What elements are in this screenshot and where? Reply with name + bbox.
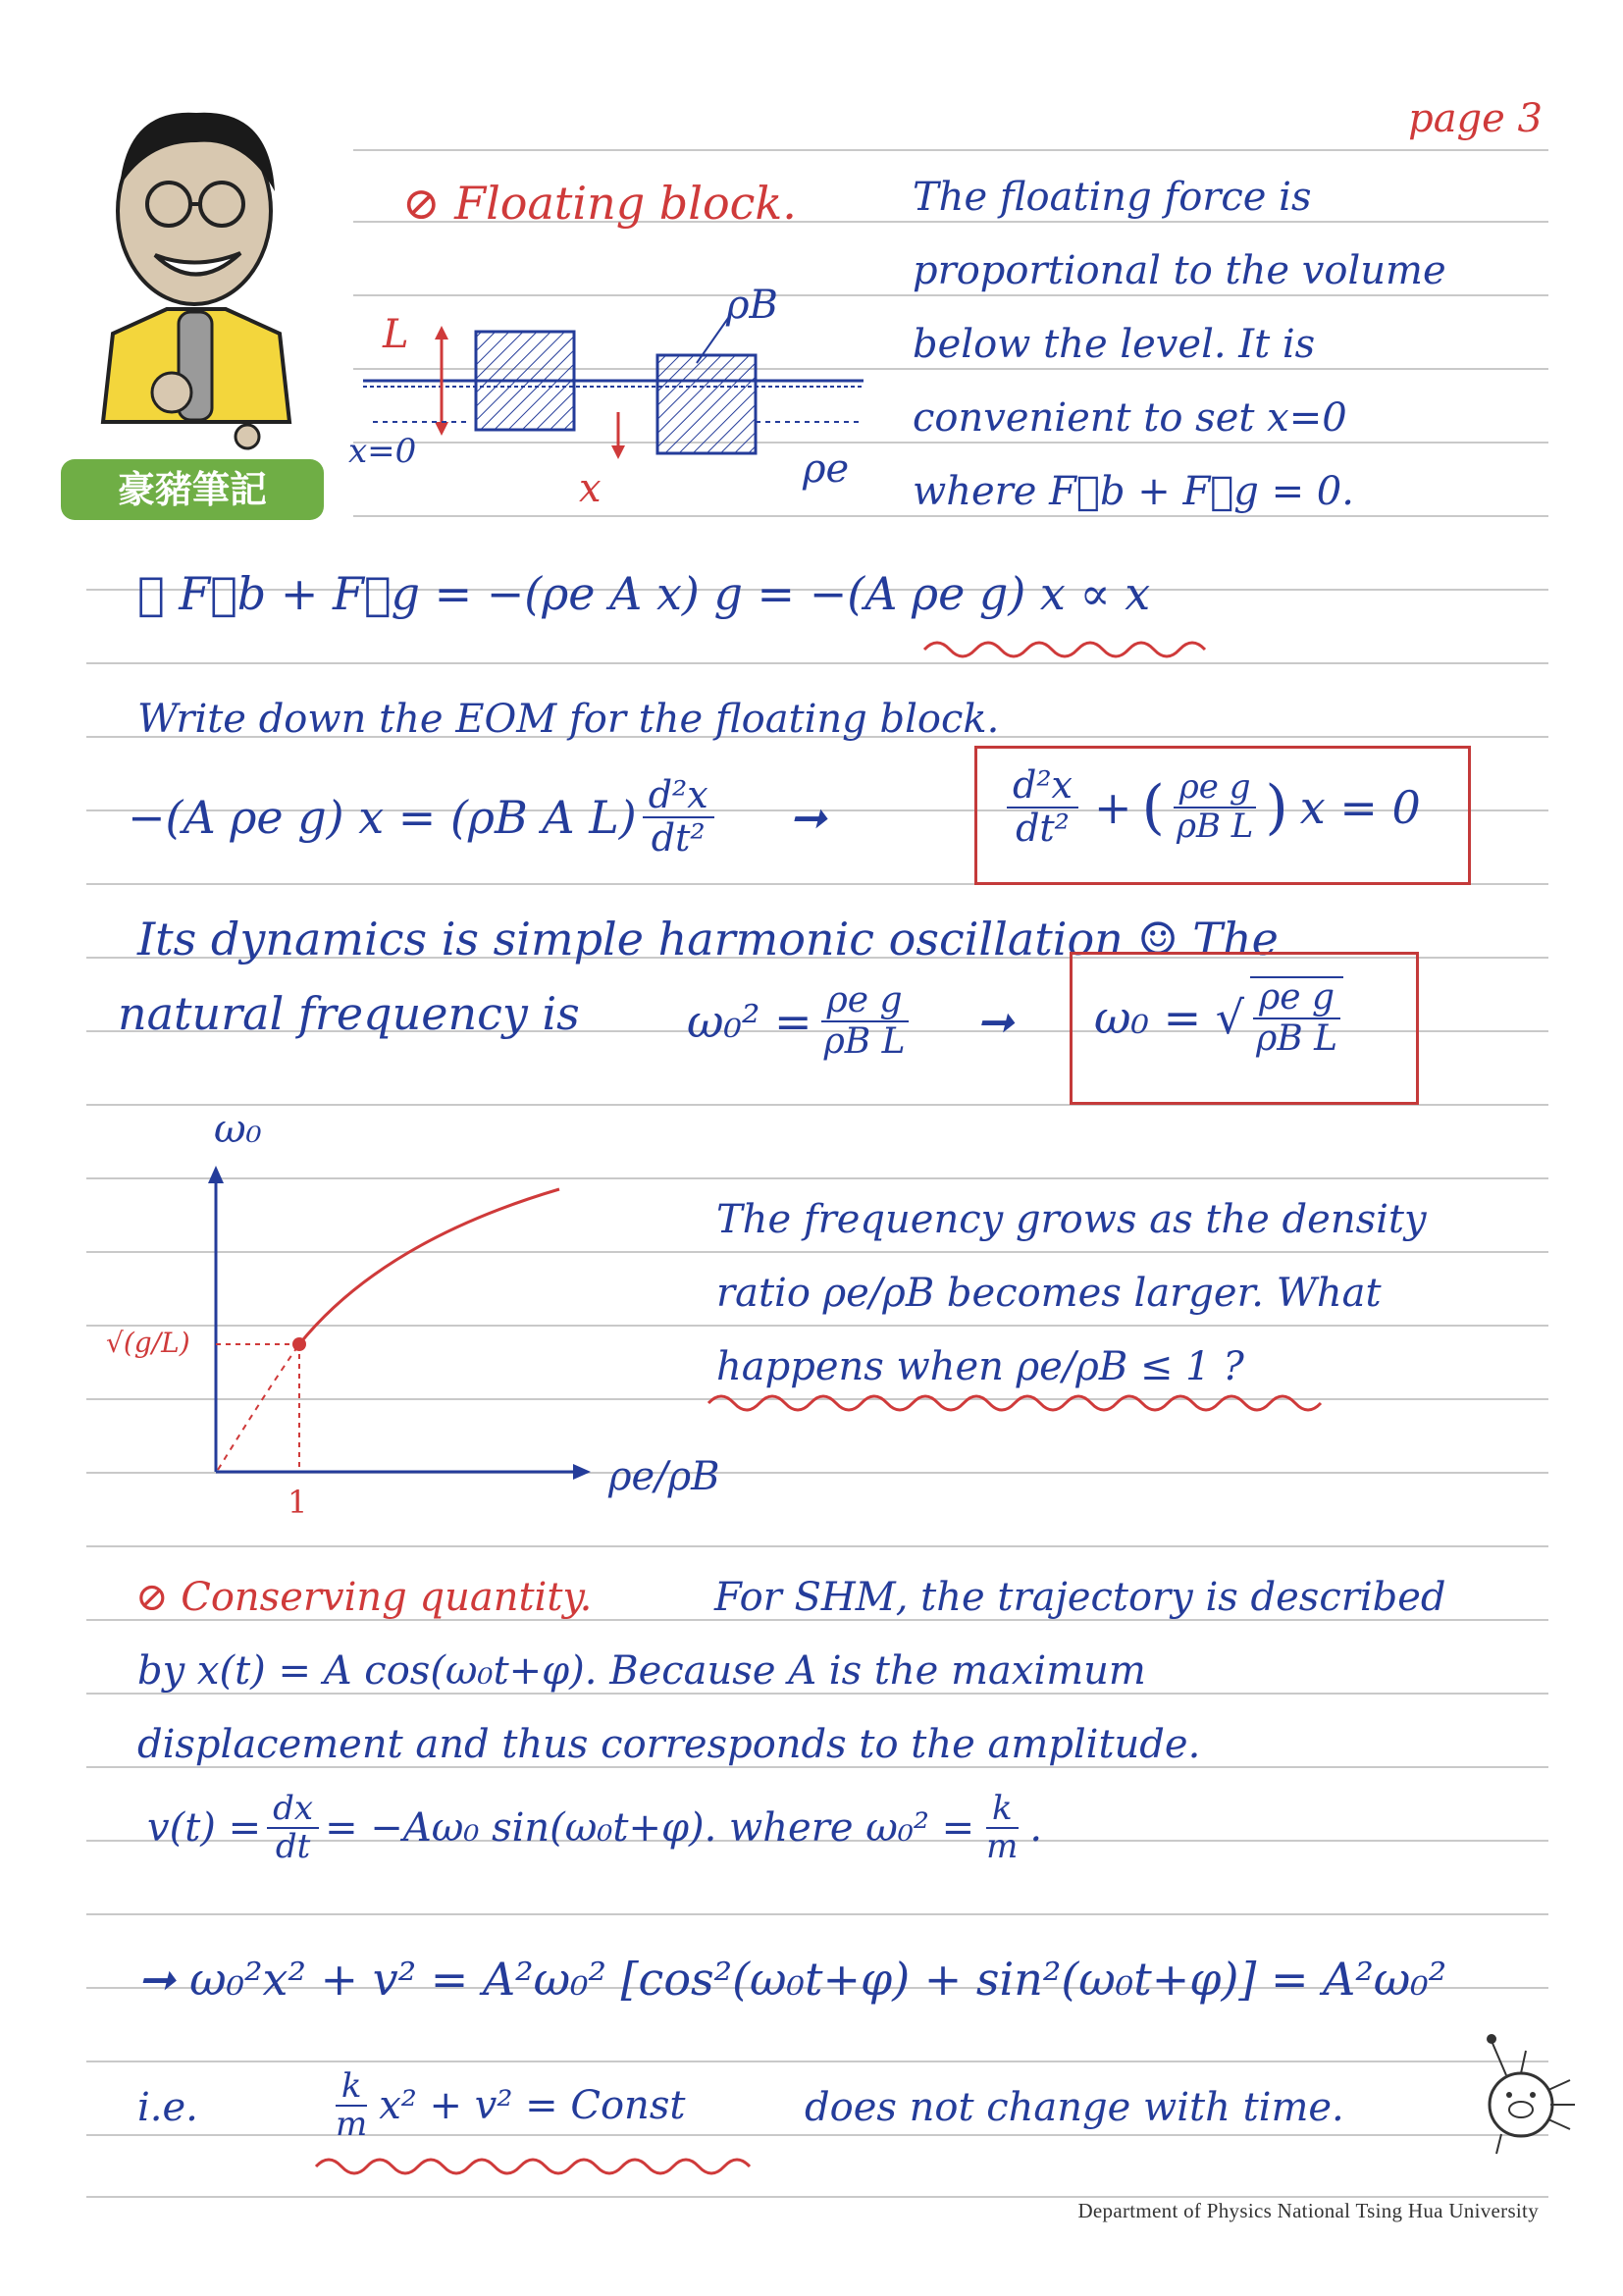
fraction-numerator: dx — [267, 1791, 319, 1829]
omega-squared-lhs: ω₀² = — [687, 994, 812, 1048]
eom-equation — [128, 775, 826, 860]
graph-note-line: ratio ρe/ρB becomes larger. What — [716, 1271, 1382, 1316]
critical-point — [292, 1337, 306, 1351]
frequency-curve-dashed — [218, 1344, 299, 1470]
fraction-denominator: dt² — [651, 815, 706, 860]
graph-note-line: happens when ρe/ρB ≤ 1 ? — [716, 1344, 1244, 1389]
omega-fraction — [818, 981, 912, 1061]
omega-squared-equation — [687, 981, 1014, 1061]
energy-equation: ➞ ω₀²x² + v² = A²ω₀² [cos²(ω₀t+φ) + sin²(ω₀t+φ)] = A²ω₀² — [137, 1953, 1447, 2006]
ruled-line — [353, 149, 1548, 151]
floating-block-diagram — [353, 265, 883, 549]
label-x0: x=0 — [348, 432, 417, 471]
label-x: x — [579, 466, 602, 511]
label-rho-e: ρe — [803, 446, 850, 492]
label-rho-B: ρB — [726, 283, 778, 328]
fraction-numerator: k — [336, 2068, 368, 2107]
pig-doodle-icon — [1462, 2031, 1580, 2159]
fraction-numerator: d²x — [1007, 765, 1078, 809]
graph-x-mark: 1 — [288, 1484, 308, 1521]
eom-box-plus: + — [1094, 780, 1132, 834]
description-line: below the level. It is — [913, 322, 1316, 367]
eom-box-tail: x = 0 — [1299, 780, 1421, 834]
ruled-line — [86, 2134, 1548, 2136]
description-line: convenient to set x=0 — [913, 395, 1347, 441]
natural-frequency-label: natural frequency is — [118, 987, 580, 1040]
k-over-m-fraction — [980, 1791, 1023, 1866]
graph-y-label: ω₀ — [214, 1107, 262, 1152]
ruled-line — [86, 662, 1548, 664]
ruled-line — [86, 1545, 1548, 1547]
page-number: page 3 — [1408, 96, 1543, 141]
omega-result — [1094, 976, 1349, 1058]
red-underline-squiggle — [314, 2155, 775, 2178]
fraction-numerator: d²x — [643, 775, 714, 818]
red-underline-squiggle — [707, 1391, 1344, 1415]
description-line: where F⃗b + F⃗g = 0. — [913, 469, 1354, 514]
fraction-denominator: ρB L — [823, 1020, 906, 1062]
ruled-line — [86, 2196, 1548, 2198]
frequency-curve — [299, 1189, 559, 1344]
eom-left: −(A ρe g) x = (ρB A L) — [128, 790, 637, 844]
section2-line2: by x(t) = A cos(ω₀t+φ). Because A is the maximum — [137, 1648, 1146, 1694]
eom-result: $\frac{\text{d²x}}{\text{dt²}}$ + ( $\frac{\text{ρe g}}{\text{ρB L}}$ ) x = 0 — [1001, 765, 1421, 850]
block-displaced — [657, 355, 756, 453]
graph-y-mark: √(g/L) — [106, 1327, 190, 1359]
k-over-m-fraction — [330, 2068, 373, 2144]
graph-note-line: The frequency grows as the density — [716, 1197, 1427, 1242]
velocity-fraction — [267, 1791, 319, 1866]
section2-line1: For SHM, the trajectory is described — [714, 1575, 1446, 1620]
eom-box-coefficient — [1171, 769, 1259, 845]
fraction-numerator: ρe g — [1174, 769, 1257, 808]
ie-label: i.e. — [137, 2085, 198, 2130]
section1-title: ⊘ Floating block. — [402, 177, 797, 230]
fraction-denominator: dt² — [1016, 806, 1070, 850]
ruled-line — [86, 1913, 1548, 1915]
red-underline-squiggle — [922, 638, 1207, 661]
fraction-denominator: m — [986, 1827, 1019, 1867]
eom-arrow: ➞ — [788, 790, 827, 844]
label-L: L — [383, 312, 409, 357]
section2-line3: displacement and thus corresponds to the amplitude. — [137, 1722, 1201, 1767]
fraction-numerator: k — [986, 1791, 1019, 1829]
block-at-rest — [476, 332, 574, 430]
constant-equation — [324, 2068, 685, 2144]
fraction-denominator: ρB L — [1176, 806, 1254, 846]
velocity-lhs: v(t) = — [147, 1805, 262, 1852]
omega-box-fraction — [1250, 976, 1343, 1058]
dynamics-line: Its dynamics is simple harmonic oscillation ☺ The — [137, 913, 1279, 965]
omega-arrow: ➞ — [975, 994, 1015, 1048]
logo-badge: 豪豬筆記 — [61, 459, 324, 520]
force-equation: ➞ F⃗b + F⃗g = −(ρe A x) g = −(A ρe g) x ∝ x — [137, 567, 1151, 620]
eom-left-fraction — [643, 775, 714, 860]
section2-title: ⊘ Conserving quantity. — [135, 1575, 593, 1620]
frequency-graph — [147, 1148, 608, 1521]
fraction-denominator: ρB L — [1256, 1018, 1338, 1059]
graph-x-label: ρe/ρB — [608, 1454, 720, 1499]
velocity-rhs: = −Aω₀ sin(ω₀t+φ). where ω₀² = — [325, 1805, 975, 1852]
constant-note: does not change with time. — [805, 2085, 1344, 2130]
description-line: proportional to the volume — [913, 248, 1446, 293]
omega-box-lhs: ω₀ = √ — [1094, 990, 1245, 1044]
caricature-logo-icon — [59, 98, 334, 471]
velocity-equation — [147, 1791, 1042, 1866]
fraction-numerator: ρe g — [1253, 978, 1340, 1019]
velocity-end: . — [1029, 1805, 1043, 1852]
eom-box-fraction — [1007, 765, 1078, 850]
fraction-denominator: dt — [275, 1827, 311, 1867]
footer: Department of Physics National Tsing Hua University — [1077, 2199, 1539, 2222]
description-line: The floating force is — [913, 175, 1312, 220]
fraction-numerator: ρe g — [821, 981, 909, 1022]
ruled-line — [86, 2061, 1548, 2062]
eom-prompt: Write down the EOM for the floating block. — [137, 697, 1000, 742]
fraction-denominator: m — [336, 2105, 368, 2145]
constant-eq-body: x² + v² = Const — [379, 2083, 686, 2129]
